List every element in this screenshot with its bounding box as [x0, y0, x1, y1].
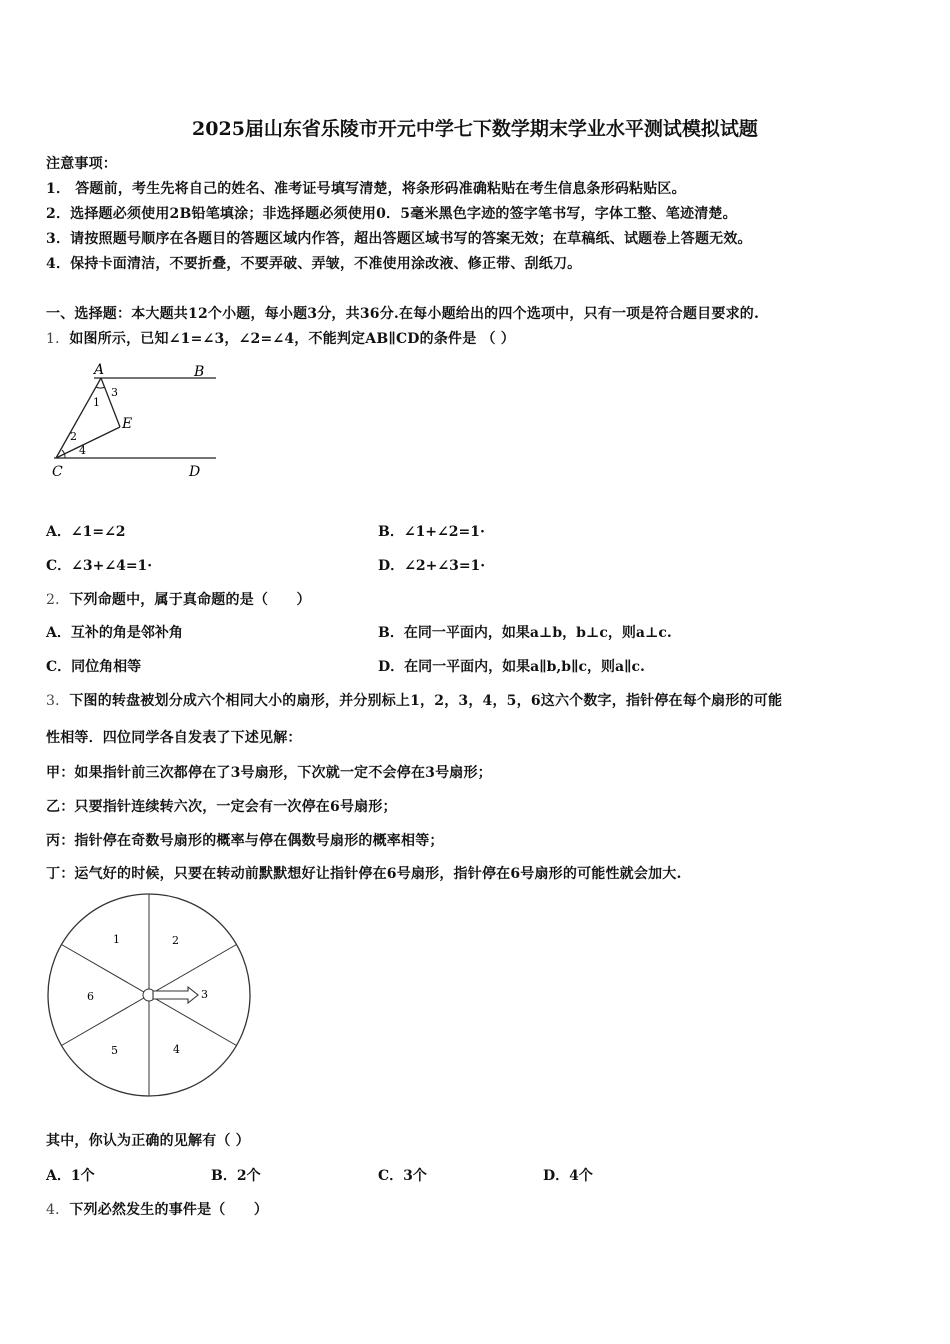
opinion-yi: 乙：只要指针连续转六次，一定会有一次停在6号扇形； — [46, 799, 397, 815]
q3-option-b: B．2个 — [211, 1168, 261, 1184]
question-3 — [46, 690, 782, 710]
question-number: 2． — [46, 592, 70, 608]
notice-item-2: 2．选择题必须使用2B铅笔填涂；非选择题必须使用0．5毫米黑色字迹的签字笔书写，字体工整、笔迹清楚。 — [46, 206, 737, 222]
question-number: 3． — [46, 693, 70, 709]
q2-option-b: B．在同一平面内，如果a⊥b，b⊥c，则a⊥c. — [378, 625, 672, 641]
question-number: 4． — [46, 1202, 70, 1218]
question-text: 下列命题中，属于真命题的是（ ） — [69, 592, 311, 608]
q3-option-a: A．1个 — [46, 1168, 95, 1184]
question-4 — [46, 1199, 268, 1219]
spinner-figure — [45, 893, 255, 1103]
sector-1-label: 1 — [113, 933, 120, 946]
q1-option-a: A．∠1=∠2 — [46, 524, 126, 540]
section-heading: 一、选择题：本大题共12个小题，每小题3分，共36分.在每小题给出的四个选项中，只有一项是符合题目要求的. — [46, 306, 760, 322]
point-e-label: E — [122, 416, 133, 432]
notice-item-1: 1． 答题前，考生先将自己的姓名、准考证号填写清楚，将条形码准确粘贴在考生信息条形码粘贴区。 — [46, 181, 686, 197]
q3-option-c: C．3个 — [378, 1168, 427, 1184]
question-3-line-2: 性相等．四位同学各自发表了下述见解： — [46, 730, 302, 746]
angle-4-label: 4 — [79, 444, 86, 457]
q2-option-c: C．同位角相等 — [46, 659, 142, 675]
sector-4-label: 4 — [173, 1043, 180, 1056]
point-b-label: B — [194, 364, 205, 380]
point-c-label: C — [52, 464, 63, 480]
q1-option-b: B．∠1+∠2=1· — [378, 524, 485, 540]
opinion-bing: 丙：指针停在奇数号扇形的概率与停在偶数号扇形的概率相等； — [46, 833, 444, 849]
q2-option-a: A．互补的角是邻补角 — [46, 625, 183, 641]
parallel-lines-figure — [46, 358, 221, 483]
point-a-label: A — [94, 362, 105, 378]
question-text: 下列必然发生的事件是（ ） — [69, 1202, 269, 1218]
line-ce — [56, 427, 120, 458]
q3-option-d: D．4个 — [543, 1168, 593, 1184]
notice-heading: 注意事项： — [46, 156, 117, 172]
sector-5-label: 5 — [111, 1044, 118, 1057]
sector-6-label: 6 — [87, 990, 94, 1003]
question-text: 如图所示，已知∠1=∠3，∠2=∠4，不能判定AB∥CD的条件是 （ ） — [69, 331, 515, 347]
sector-2-label: 2 — [172, 934, 179, 947]
question-number: 1． — [46, 331, 70, 347]
page-title: 2025届山东省乐陵市开元中学七下数学期末学业水平测试模拟试题 — [192, 118, 758, 140]
sector-3-label: 3 — [201, 988, 208, 1001]
question-2 — [46, 589, 311, 609]
opinion-ding: 丁：运气好的时候，只要在转动前默默想好让指针停在6号扇形，指针停在6号扇形的可能性就会加大. — [46, 866, 682, 882]
point-d-label: D — [189, 464, 201, 480]
angle-1-label: 1 — [93, 396, 100, 409]
question-text-line-1: 下图的转盘被划分成六个相同大小的扇形，并分别标上1，2，3，4，5，6这六个数字，指针停在每个扇形的可能 — [69, 693, 783, 709]
angle-2-label: 2 — [70, 430, 77, 443]
angle-3-label: 3 — [111, 386, 118, 399]
notice-item-3: 3．请按照题号顺序在各题目的答题区域内作答，超出答题区域书写的答案无效；在草稿纸、试题卷上答题无效。 — [46, 231, 752, 247]
notice-item-4: 4．保持卡面清洁，不要折叠，不要弄破、弄皱，不准使用涂改液、修正带、刮纸刀。 — [46, 256, 582, 272]
pointer-arrow-icon — [153, 987, 198, 1003]
q2-option-d: D．在同一平面内，如果a∥b,b∥c，则a∥c. — [378, 659, 645, 675]
question-1 — [46, 328, 515, 348]
opinion-jia: 甲：如果指针前三次都停在了3号扇形，下次就一定不会停在3号扇形； — [46, 765, 492, 781]
q1-option-d: D．∠2+∠3=1· — [378, 558, 486, 574]
q1-option-c: C．∠3+∠4=1· — [46, 558, 153, 574]
angle-arc-a — [96, 387, 105, 388]
question-3-prompt: 其中，你认为正确的见解有（ ） — [46, 1133, 250, 1149]
